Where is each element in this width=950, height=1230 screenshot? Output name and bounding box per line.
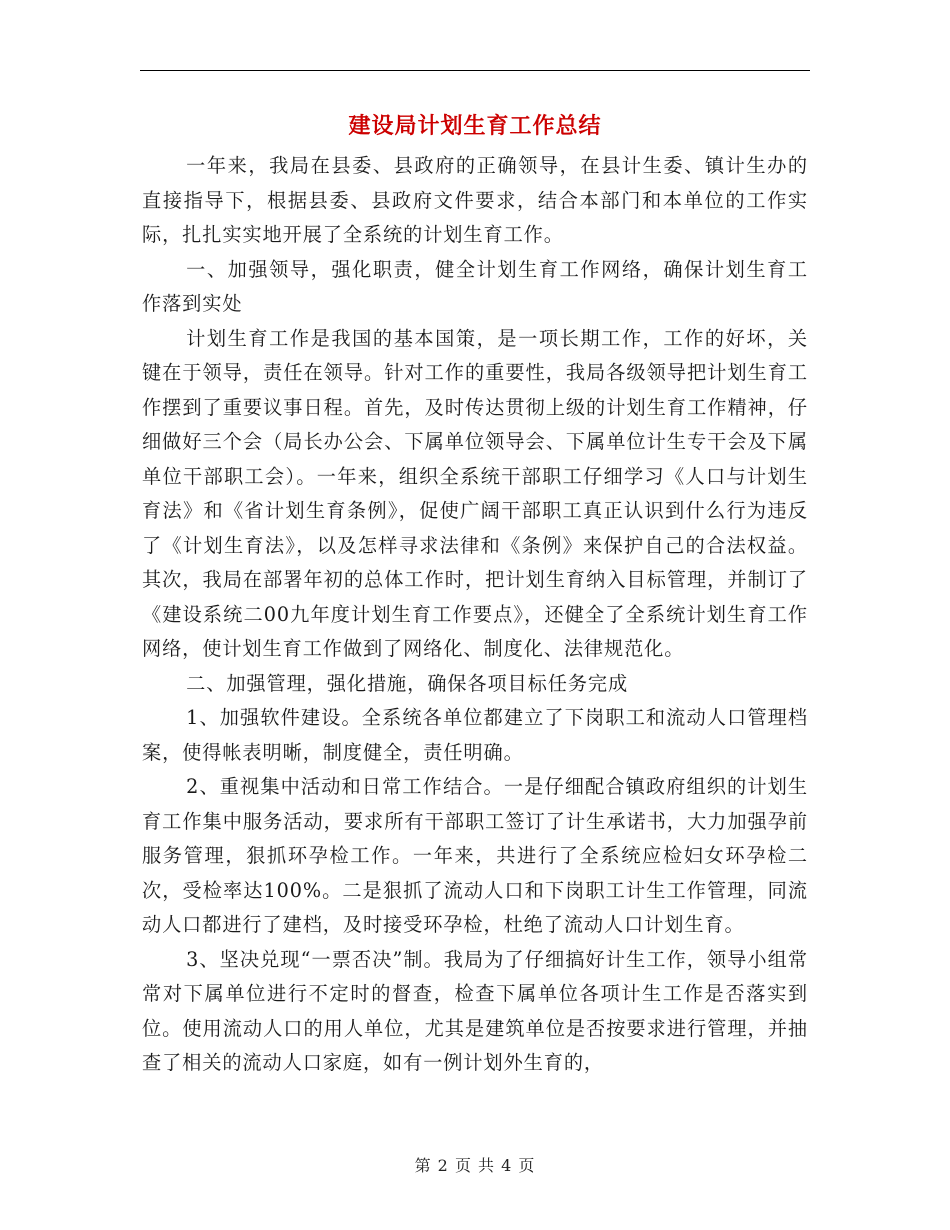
- document-body: [142, 149, 808, 1081]
- header-rule: [140, 70, 810, 71]
- paragraph-item-3: 3、坚决兑现“一票否决”制。我局为了仔细搞好计生工作，领导小组常常对下属单位进行不定时的督查，检查下属单位各项计生工作是否落实到位。使用流动人口的用人单位，尤其是建筑单位是否按要求进行管理，并抽查了相关的流动人口家庭，如有一例计划外生育的，: [142, 947, 808, 1074]
- page-number-footer: 第 2 页 共 4 页: [414, 1156, 536, 1175]
- paragraph-intro: 一年来，我局在县委、县政府的正确领导，在县计生委、镇计生办的直接指导下，根据县委、县政府文件要求，结合本部门和本单位的工作实际，扎扎实实地开展了全系统的计划生育工作。: [142, 154, 808, 246]
- section-heading-1: 一、加强领导，强化职责，健全计划生育工作网络，确保计划生育工作落到实处: [142, 257, 808, 315]
- paragraph-section-1: 计划生育工作是我国的基本国策，是一项长期工作，工作的好坏，关键在于领导，责任在领导。针对工作的重要性，我局各级领导把计划生育工作摆到了重要议事日程。首先，及时传达贯彻上级的计划生育工作精神，仔细做好三个会（局长办公会、下属单位领导会、下属单位计生专干会及下属单位干部职工会）。一年来，组织全系统干部职工仔细学习《人口与计划生育法》和《省计划生育条例》，促使广阔干部职工真正认识到什么行为违反了《计划生育法》，以及怎样寻求法律和《条例》来保护自己的合法权益。其次，我局在部署年初的总体工作时，把计划生育纳入目标管理，并制订了《建设系统二00九年度计划生育工作要点》，还健全了全系统计划生育工作网络，使计划生育工作做到了网络化、制度化、法律规范化。: [142, 326, 808, 660]
- paragraph-item-1: 1、加强软件建设。全系统各单位都建立了下岗职工和流动人口管理档案，使得帐表明晰，制度健全，责任明确。: [142, 706, 808, 764]
- document-title: 建设局计划生育工作总结: [348, 113, 602, 139]
- section-heading-2: 二、加强管理，强化措施，确保各项目标任务完成: [186, 671, 629, 695]
- paragraph-item-2: 2、重视集中活动和日常工作结合。一是仔细配合镇政府组织的计划生育工作集中服务活动，要求所有干部职工签订了计生承诺书，大力加强孕前服务管理，狠抓环孕检工作。一年来，共进行了全系统应检妇女环孕检二次，受检率达100%。二是狠抓了流动人口和下岗职工计生工作管理，同流动人口都进行了建档，及时接受环孕检，杜绝了流动人口计划生育。: [142, 775, 808, 936]
